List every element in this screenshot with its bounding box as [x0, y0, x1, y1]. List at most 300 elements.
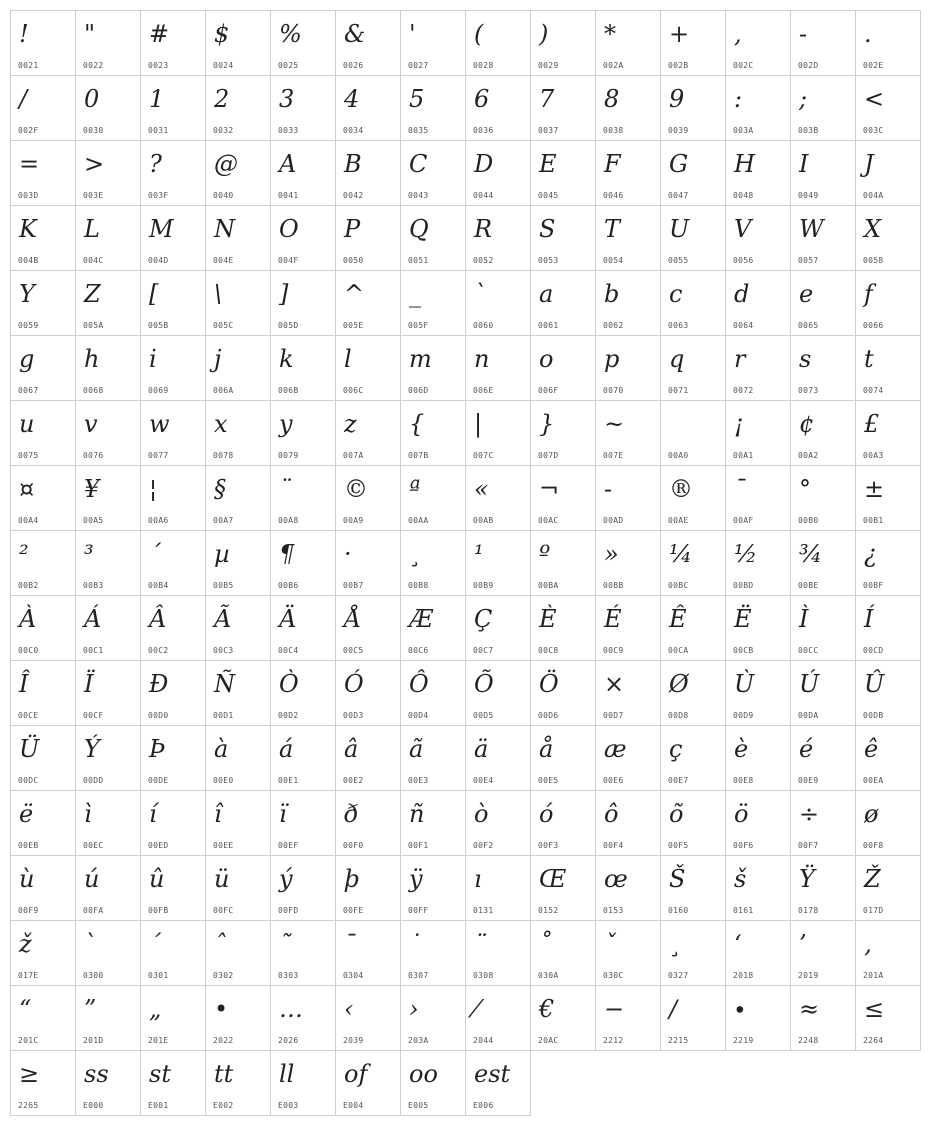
- glyph-cell[interactable]: [466, 401, 531, 466]
- glyph-cell[interactable]: [206, 921, 271, 986]
- glyph-cell[interactable]: [141, 596, 206, 661]
- glyph-cell[interactable]: [11, 336, 76, 401]
- glyph-codepoint-label: 2026: [278, 1036, 299, 1045]
- glyph-sample: Œ: [539, 865, 567, 893]
- glyph-sample: è: [734, 735, 749, 763]
- glyph-cell[interactable]: [271, 401, 336, 466]
- glyph-cell[interactable]: [76, 921, 141, 986]
- glyph-cell[interactable]: [466, 726, 531, 791]
- glyph-cell[interactable]: [11, 921, 76, 986]
- glyph-cell[interactable]: [661, 11, 726, 76]
- glyph-cell[interactable]: [856, 986, 921, 1051]
- glyph-cell[interactable]: [661, 986, 726, 1051]
- glyph-sample: 7: [539, 85, 555, 113]
- glyph-sample: »: [604, 540, 619, 568]
- glyph-sample: d: [734, 280, 750, 308]
- glyph-cell[interactable]: [531, 921, 596, 986]
- glyph-cell[interactable]: [466, 856, 531, 921]
- glyph-cell[interactable]: [401, 661, 466, 726]
- glyph-cell[interactable]: [401, 1051, 466, 1116]
- glyph-cell[interactable]: [336, 596, 401, 661]
- glyph-cell[interactable]: [141, 921, 206, 986]
- glyph-cell[interactable]: [76, 596, 141, 661]
- glyph-cell[interactable]: [856, 206, 921, 271]
- glyph-cell[interactable]: [661, 206, 726, 271]
- glyph-cell[interactable]: [856, 856, 921, 921]
- glyph-cell[interactable]: [271, 336, 336, 401]
- glyph-cell[interactable]: [206, 1051, 271, 1116]
- glyph-cell[interactable]: [141, 1051, 206, 1116]
- glyph-cell[interactable]: [661, 531, 726, 596]
- glyph-cell[interactable]: [271, 726, 336, 791]
- glyph-cell[interactable]: [596, 141, 661, 206]
- glyph-codepoint-label: 00C3: [213, 646, 234, 655]
- glyph-cell[interactable]: [336, 401, 401, 466]
- glyph-cell[interactable]: [791, 596, 856, 661]
- glyph-cell[interactable]: [791, 921, 856, 986]
- glyph-sample: &: [344, 20, 366, 48]
- glyph-cell[interactable]: [206, 466, 271, 531]
- glyph-cell[interactable]: [11, 531, 76, 596]
- glyph-cell[interactable]: [466, 466, 531, 531]
- glyph-cell[interactable]: [141, 336, 206, 401]
- glyph-cell[interactable]: [596, 76, 661, 141]
- glyph-codepoint-label: 00F6: [733, 841, 754, 850]
- glyph-sample: Ä: [279, 605, 297, 633]
- glyph-cell[interactable]: [271, 661, 336, 726]
- glyph-sample: j: [214, 345, 222, 373]
- glyph-cell[interactable]: [11, 401, 76, 466]
- glyph-cell[interactable]: [531, 336, 596, 401]
- glyph-cell[interactable]: [271, 76, 336, 141]
- glyph-cell[interactable]: [856, 921, 921, 986]
- glyph-codepoint-label: 00B4: [148, 581, 169, 590]
- glyph-cell[interactable]: [531, 531, 596, 596]
- glyph-cell[interactable]: [856, 401, 921, 466]
- glyph-cell[interactable]: [206, 76, 271, 141]
- glyph-cell[interactable]: [661, 856, 726, 921]
- glyph-cell[interactable]: [661, 466, 726, 531]
- glyph-codepoint-label: 2022: [213, 1036, 234, 1045]
- glyph-cell[interactable]: [206, 531, 271, 596]
- glyph-cell[interactable]: [141, 11, 206, 76]
- glyph-cell[interactable]: [11, 726, 76, 791]
- glyph-cell[interactable]: [206, 986, 271, 1051]
- glyph-cell[interactable]: [336, 141, 401, 206]
- glyph-cell[interactable]: [791, 141, 856, 206]
- glyph-sample: ·: [344, 540, 352, 568]
- glyph-cell[interactable]: [336, 921, 401, 986]
- glyph-cell[interactable]: [271, 791, 336, 856]
- glyph-cell[interactable]: [141, 206, 206, 271]
- glyph-cell[interactable]: [141, 726, 206, 791]
- glyph-cell[interactable]: [401, 76, 466, 141]
- glyph-cell[interactable]: [76, 141, 141, 206]
- glyph-cell[interactable]: [856, 596, 921, 661]
- glyph-cell[interactable]: [596, 921, 661, 986]
- glyph-cell[interactable]: [661, 401, 726, 466]
- glyph-cell[interactable]: [11, 596, 76, 661]
- glyph-cell[interactable]: [531, 856, 596, 921]
- glyph-cell[interactable]: [206, 206, 271, 271]
- glyph-cell[interactable]: [401, 336, 466, 401]
- glyph-cell[interactable]: [271, 206, 336, 271]
- glyph-sample: ù: [19, 865, 35, 893]
- glyph-sample: T: [604, 215, 621, 243]
- glyph-cell[interactable]: [401, 206, 466, 271]
- glyph-cell[interactable]: [596, 596, 661, 661]
- glyph-cell[interactable]: [76, 271, 141, 336]
- glyph-cell[interactable]: [206, 11, 271, 76]
- glyph-codepoint-label: 0031: [148, 126, 169, 135]
- glyph-cell[interactable]: [271, 1051, 336, 1116]
- glyph-cell[interactable]: [466, 596, 531, 661]
- glyph-codepoint-label: 0058: [863, 256, 884, 265]
- glyph-cell[interactable]: [271, 271, 336, 336]
- glyph-cell[interactable]: [11, 1051, 76, 1116]
- glyph-sample: J: [864, 150, 874, 178]
- glyph-sample: 3: [279, 85, 295, 113]
- glyph-sample: ∕: [669, 995, 678, 1023]
- glyph-cell[interactable]: [726, 791, 791, 856]
- glyph-cell[interactable]: [791, 206, 856, 271]
- glyph-cell[interactable]: [401, 141, 466, 206]
- glyph-codepoint-label: 0057: [798, 256, 819, 265]
- glyph-cell[interactable]: [11, 986, 76, 1051]
- glyph-cell[interactable]: [531, 726, 596, 791]
- glyph-cell[interactable]: [596, 531, 661, 596]
- glyph-cell[interactable]: [726, 401, 791, 466]
- glyph-cell[interactable]: [726, 531, 791, 596]
- glyph-sample: -: [799, 20, 808, 48]
- glyph-cell[interactable]: [791, 336, 856, 401]
- glyph-cell[interactable]: [661, 791, 726, 856]
- glyph-cell[interactable]: [791, 661, 856, 726]
- glyph-cell[interactable]: [206, 856, 271, 921]
- glyph-cell[interactable]: [76, 11, 141, 76]
- glyph-cell[interactable]: [466, 11, 531, 76]
- glyph-cell[interactable]: [726, 856, 791, 921]
- glyph-cell[interactable]: [206, 141, 271, 206]
- glyph-cell[interactable]: [596, 791, 661, 856]
- glyph-sample: ±: [864, 475, 885, 503]
- glyph-cell[interactable]: [726, 271, 791, 336]
- glyph-sample: ž: [19, 930, 32, 958]
- glyph-cell[interactable]: [401, 401, 466, 466]
- glyph-cell[interactable]: [596, 271, 661, 336]
- glyph-cell[interactable]: [856, 336, 921, 401]
- glyph-cell[interactable]: [271, 921, 336, 986]
- glyph-sample: «: [474, 475, 489, 503]
- glyph-cell[interactable]: [726, 596, 791, 661]
- glyph-cell[interactable]: [466, 921, 531, 986]
- glyph-cell[interactable]: [856, 271, 921, 336]
- glyph-cell[interactable]: [76, 336, 141, 401]
- glyph-cell[interactable]: [401, 791, 466, 856]
- glyph-codepoint-label: 00FA: [83, 906, 104, 915]
- glyph-cell[interactable]: [661, 76, 726, 141]
- glyph-cell[interactable]: [661, 661, 726, 726]
- glyph-cell[interactable]: [206, 336, 271, 401]
- glyph-cell[interactable]: [336, 531, 401, 596]
- glyph-cell[interactable]: [726, 336, 791, 401]
- glyph-cell[interactable]: [531, 596, 596, 661]
- glyph-codepoint-label: 004C: [83, 256, 104, 265]
- glyph-sample: oo: [409, 1060, 438, 1088]
- glyph-cell[interactable]: [856, 11, 921, 76]
- glyph-sample: Å: [344, 605, 362, 633]
- glyph-cell[interactable]: [11, 791, 76, 856]
- glyph-cell[interactable]: [206, 596, 271, 661]
- glyph-cell[interactable]: [76, 76, 141, 141]
- glyph-cell[interactable]: [401, 11, 466, 76]
- glyph-sample: E: [539, 150, 557, 178]
- glyph-cell[interactable]: [11, 271, 76, 336]
- glyph-cell[interactable]: [531, 11, 596, 76]
- glyph-cell[interactable]: [401, 726, 466, 791]
- glyph-cell[interactable]: [791, 11, 856, 76]
- glyph-cell[interactable]: [661, 271, 726, 336]
- glyph-cell[interactable]: [596, 401, 661, 466]
- glyph-cell[interactable]: [661, 141, 726, 206]
- glyph-cell[interactable]: [856, 466, 921, 531]
- glyph-cell[interactable]: [141, 466, 206, 531]
- glyph-cell[interactable]: [791, 531, 856, 596]
- glyph-sample: Ö: [539, 670, 559, 698]
- glyph-cell[interactable]: [336, 76, 401, 141]
- glyph-cell[interactable]: [271, 856, 336, 921]
- glyph-cell[interactable]: [11, 466, 76, 531]
- glyph-codepoint-label: 00DD: [83, 776, 104, 785]
- glyph-cell[interactable]: [141, 401, 206, 466]
- glyph-cell[interactable]: [661, 921, 726, 986]
- glyph-cell[interactable]: [76, 1051, 141, 1116]
- glyph-sample: ì: [84, 800, 92, 828]
- glyph-cell[interactable]: [336, 856, 401, 921]
- glyph-cell[interactable]: [726, 141, 791, 206]
- glyph-cell[interactable]: [11, 11, 76, 76]
- glyph-cell[interactable]: [141, 986, 206, 1051]
- glyph-cell[interactable]: [466, 791, 531, 856]
- glyph-sample: of: [344, 1060, 368, 1088]
- glyph-cell[interactable]: [596, 726, 661, 791]
- glyph-cell[interactable]: [726, 76, 791, 141]
- glyph-codepoint-label: 00E5: [538, 776, 559, 785]
- glyph-cell[interactable]: [466, 76, 531, 141]
- glyph-cell[interactable]: [76, 401, 141, 466]
- glyph-cell[interactable]: [726, 986, 791, 1051]
- glyph-cell[interactable]: [661, 596, 726, 661]
- glyph-cell[interactable]: [206, 726, 271, 791]
- glyph-cell[interactable]: [596, 661, 661, 726]
- glyph-cell[interactable]: [76, 206, 141, 271]
- glyph-cell[interactable]: [726, 206, 791, 271]
- glyph-cell[interactable]: [76, 661, 141, 726]
- glyph-sample: ¸: [409, 540, 421, 568]
- glyph-cell[interactable]: [271, 596, 336, 661]
- glyph-cell[interactable]: [531, 661, 596, 726]
- glyph-cell[interactable]: [401, 531, 466, 596]
- glyph-cell[interactable]: [141, 271, 206, 336]
- glyph-cell[interactable]: [141, 661, 206, 726]
- glyph-cell[interactable]: [856, 76, 921, 141]
- glyph-codepoint-label: 0160: [668, 906, 689, 915]
- glyph-codepoint-label: 030C: [603, 971, 624, 980]
- glyph-cell[interactable]: [76, 856, 141, 921]
- glyph-cell[interactable]: [271, 11, 336, 76]
- glyph-cell[interactable]: [401, 466, 466, 531]
- glyph-cell[interactable]: [791, 856, 856, 921]
- glyph-cell[interactable]: [791, 271, 856, 336]
- glyph-cell[interactable]: [401, 596, 466, 661]
- glyph-codepoint-label: 0074: [863, 386, 884, 395]
- glyph-cell[interactable]: [336, 1051, 401, 1116]
- glyph-cell[interactable]: [271, 531, 336, 596]
- glyph-codepoint-label: 0038: [603, 126, 624, 135]
- glyph-cell[interactable]: [596, 206, 661, 271]
- glyph-cell[interactable]: [466, 141, 531, 206]
- glyph-cell[interactable]: [531, 791, 596, 856]
- glyph-cell[interactable]: [76, 986, 141, 1051]
- glyph-cell[interactable]: [531, 206, 596, 271]
- glyph-cell[interactable]: [401, 271, 466, 336]
- glyph-cell[interactable]: [336, 11, 401, 76]
- glyph-cell[interactable]: [531, 271, 596, 336]
- glyph-cell[interactable]: [401, 856, 466, 921]
- glyph-cell[interactable]: [596, 11, 661, 76]
- glyph-cell[interactable]: [466, 661, 531, 726]
- glyph-cell[interactable]: [336, 336, 401, 401]
- glyph-codepoint-label: 0060: [473, 321, 494, 330]
- glyph-cell[interactable]: [11, 76, 76, 141]
- glyph-sample: 2: [214, 85, 230, 113]
- glyph-sample: Ñ: [214, 670, 235, 698]
- glyph-cell[interactable]: [856, 661, 921, 726]
- glyph-codepoint-label: 2215: [668, 1036, 689, 1045]
- glyph-cell[interactable]: [466, 271, 531, 336]
- glyph-codepoint-label: 007E: [603, 451, 624, 460]
- glyph-sample: £: [864, 410, 880, 438]
- glyph-sample: 0: [84, 85, 100, 113]
- glyph-cell[interactable]: [271, 466, 336, 531]
- glyph-cell[interactable]: [11, 141, 76, 206]
- glyph-cell[interactable]: [596, 856, 661, 921]
- glyph-cell[interactable]: [336, 206, 401, 271]
- glyph-cell[interactable]: [531, 466, 596, 531]
- glyph-cell[interactable]: [206, 401, 271, 466]
- glyph-sample: R: [474, 215, 493, 243]
- glyph-sample: ´: [149, 540, 161, 568]
- glyph-cell[interactable]: [791, 401, 856, 466]
- glyph-cell[interactable]: [466, 1051, 531, 1116]
- glyph-cell[interactable]: [726, 921, 791, 986]
- glyph-cell[interactable]: [726, 726, 791, 791]
- glyph-cell[interactable]: [856, 141, 921, 206]
- glyph-cell[interactable]: [791, 986, 856, 1051]
- glyph-cell[interactable]: [336, 271, 401, 336]
- glyph-codepoint-label: 00B8: [408, 581, 429, 590]
- glyph-cell[interactable]: [336, 791, 401, 856]
- glyph-cell[interactable]: [466, 986, 531, 1051]
- glyph-cell[interactable]: [726, 466, 791, 531]
- glyph-cell[interactable]: [466, 206, 531, 271]
- glyph-cell[interactable]: [596, 336, 661, 401]
- glyph-cell[interactable]: [141, 76, 206, 141]
- glyph-cell[interactable]: [206, 791, 271, 856]
- glyph-cell[interactable]: [661, 726, 726, 791]
- glyph-codepoint-label: 00C1: [83, 646, 104, 655]
- glyph-cell[interactable]: [856, 531, 921, 596]
- glyph-cell[interactable]: [596, 986, 661, 1051]
- glyph-sample: ‚: [864, 930, 872, 958]
- glyph-cell[interactable]: [141, 791, 206, 856]
- glyph-cell[interactable]: [401, 921, 466, 986]
- glyph-sample: „: [149, 995, 162, 1023]
- glyph-codepoint-label: 0152: [538, 906, 559, 915]
- glyph-cell[interactable]: [271, 986, 336, 1051]
- glyph-sample: 1: [149, 85, 165, 113]
- glyph-codepoint-label: 00D4: [408, 711, 429, 720]
- glyph-cell[interactable]: [76, 531, 141, 596]
- glyph-cell[interactable]: [76, 466, 141, 531]
- glyph-cell[interactable]: [141, 856, 206, 921]
- glyph-cell[interactable]: [336, 466, 401, 531]
- glyph-cell[interactable]: [466, 336, 531, 401]
- glyph-codepoint-label: 005E: [343, 321, 364, 330]
- glyph-cell[interactable]: [726, 661, 791, 726]
- glyph-cell[interactable]: [401, 986, 466, 1051]
- glyph-cell[interactable]: [596, 466, 661, 531]
- glyph-cell[interactable]: [336, 726, 401, 791]
- glyph-cell[interactable]: [206, 661, 271, 726]
- glyph-sample: É: [604, 605, 622, 633]
- glyph-codepoint-label: 00EF: [278, 841, 299, 850]
- glyph-cell[interactable]: [11, 206, 76, 271]
- glyph-cell[interactable]: [141, 141, 206, 206]
- glyph-codepoint-label: 0052: [473, 256, 494, 265]
- glyph-cell[interactable]: [531, 986, 596, 1051]
- glyph-cell[interactable]: [271, 141, 336, 206]
- glyph-cell[interactable]: [531, 141, 596, 206]
- glyph-cell[interactable]: [791, 791, 856, 856]
- glyph-cell[interactable]: [336, 986, 401, 1051]
- glyph-cell[interactable]: [206, 271, 271, 336]
- glyph-cell[interactable]: [726, 11, 791, 76]
- glyph-cell[interactable]: [791, 726, 856, 791]
- glyph-cell[interactable]: [791, 76, 856, 141]
- glyph-codepoint-label: 00BA: [538, 581, 559, 590]
- glyph-sample: ³: [84, 540, 94, 568]
- glyph-cell[interactable]: [11, 856, 76, 921]
- glyph-cell[interactable]: [466, 531, 531, 596]
- glyph-cell[interactable]: [336, 661, 401, 726]
- glyph-sample: `: [474, 280, 486, 308]
- glyph-sample: ®: [669, 475, 693, 503]
- glyph-cell[interactable]: [661, 336, 726, 401]
- glyph-cell[interactable]: [76, 726, 141, 791]
- glyph-cell[interactable]: [791, 466, 856, 531]
- glyph-cell[interactable]: [76, 791, 141, 856]
- glyph-sample: Ó: [344, 670, 364, 698]
- glyph-sample: H: [734, 150, 755, 178]
- glyph-cell[interactable]: [856, 791, 921, 856]
- glyph-cell[interactable]: [531, 76, 596, 141]
- glyph-cell[interactable]: [531, 401, 596, 466]
- glyph-cell[interactable]: [11, 661, 76, 726]
- glyph-sample: O: [279, 215, 299, 243]
- glyph-cell[interactable]: [856, 726, 921, 791]
- glyph-cell[interactable]: [141, 531, 206, 596]
